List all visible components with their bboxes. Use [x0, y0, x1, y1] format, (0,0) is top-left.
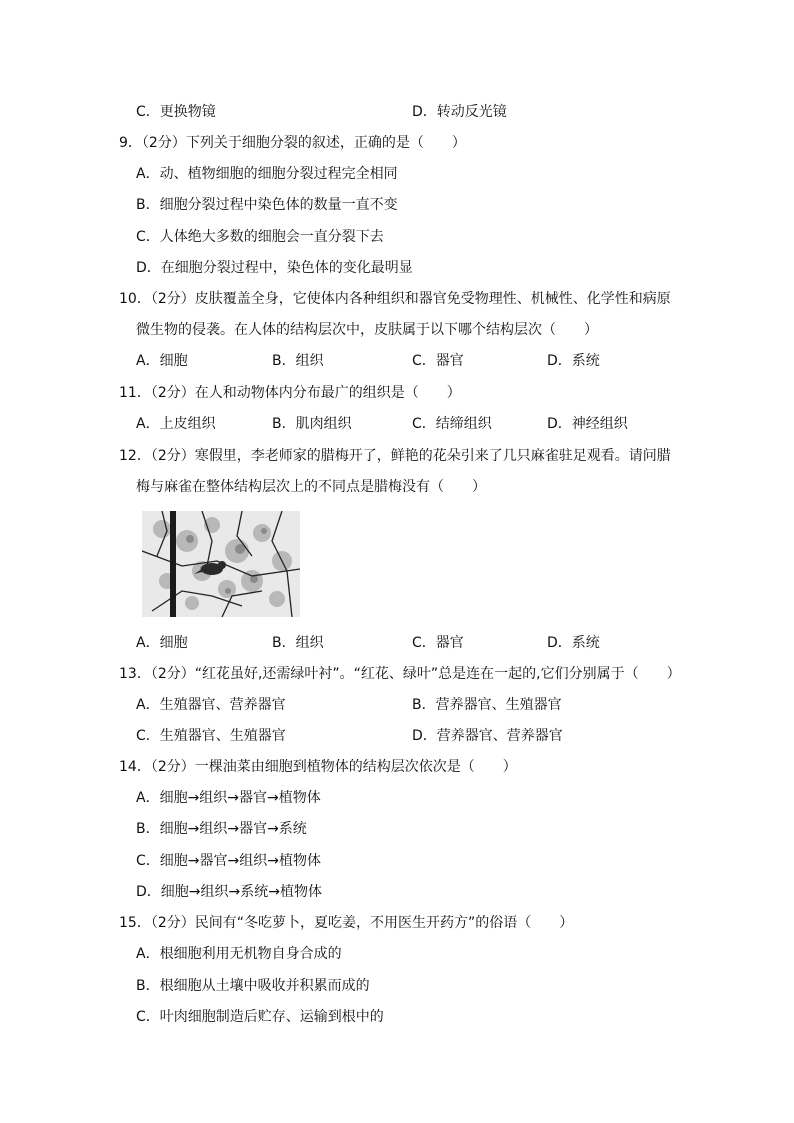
q10-option-d: D．系统 [547, 353, 600, 369]
q15-option-c: C．叶肉细胞制造后贮存、运输到根中的 [136, 1009, 384, 1025]
q10-stem-line2: 微生物的侵袭。在人体的结构层次中，皮肤属于以下哪个结构层次（ ） [136, 322, 598, 338]
q9-option-d: D．在细胞分裂过程中，染色体的变化最明显 [136, 260, 413, 276]
q13-option-c: C．生殖器官、生殖器官 [136, 728, 286, 744]
q14-stem: 14．（2分）一棵油菜由细胞到植物体的结构层次依次是（ ） [119, 759, 517, 775]
q12-stem-line1: 12．（2分）寒假里，李老师家的腊梅开了，鲜艳的花朵引来了几只麻雀驻足观看。请问腊 [119, 448, 671, 464]
q11-option-b: B．肌肉组织 [272, 416, 352, 432]
q12-stem-line2: 梅与麻雀在整体结构层次上的不同点是腊梅没有（ ） [136, 479, 486, 495]
q10-option-a: A．细胞 [136, 353, 188, 369]
q9-option-a: A．动、植物细胞的细胞分裂过程完全相同 [136, 166, 398, 182]
q13-option-a: A．生殖器官、营养器官 [136, 697, 286, 713]
q14-option-b: B．细胞→组织→器官→系统 [136, 821, 307, 837]
plum-blossom-sparrow-photo [142, 511, 300, 617]
q9-option-c: C．人体绝大多数的细胞会一直分裂下去 [136, 229, 384, 245]
q12-option-b: B．组织 [272, 635, 324, 651]
q11-option-c: C．结缔组织 [412, 416, 492, 432]
q14-option-c: C．细胞→器官→组织→植物体 [136, 853, 321, 869]
q15-stem: 15．（2分）民间有“冬吃萝卜，夏吃姜，不用医生开药方”的俗语（ ） [119, 915, 574, 931]
q12-option-d: D．系统 [547, 635, 600, 651]
q10-stem-line1: 10．（2分）皮肤覆盖全身，它使体内各种组织和器官免受物理性、机械性、化学性和病原 [119, 291, 671, 307]
q15-option-a: A．根细胞利用无机物自身合成的 [136, 946, 342, 962]
q8-option-c: C．更换物镜 [136, 104, 216, 120]
q13-option-d: D．营养器官、营养器官 [412, 728, 563, 744]
q14-option-d: D．细胞→组织→系统→植物体 [136, 884, 322, 900]
q14-option-a: A．细胞→组织→器官→植物体 [136, 790, 321, 806]
q12-option-c: C．器官 [412, 635, 464, 651]
q9-stem: 9．（2分）下列关于细胞分裂的叙述，正确的是（ ） [119, 135, 466, 151]
q9-option-b: B．细胞分裂过程中染色体的数量一直不变 [136, 197, 398, 213]
q10-option-c: C．器官 [412, 353, 464, 369]
q15-option-b: B．根细胞从土壤中吸收并积累而成的 [136, 978, 370, 994]
q13-stem: 13．（2分）“红花虽好,还需绿叶衬”。“红花、绿叶”总是连在一起的,它们分别属于（ ） [119, 666, 681, 682]
q11-option-d: D．神经组织 [547, 416, 628, 432]
q8-option-d: D．转动反光镜 [412, 104, 507, 120]
q11-option-a: A．上皮组织 [136, 416, 216, 432]
q10-option-b: B．组织 [272, 353, 324, 369]
q11-stem: 11．（2分）在人和动物体内分布最广的组织是（ ） [119, 385, 461, 401]
q13-option-b: B．营养器官、生殖器官 [412, 697, 562, 713]
q12-option-a: A．细胞 [136, 635, 188, 651]
